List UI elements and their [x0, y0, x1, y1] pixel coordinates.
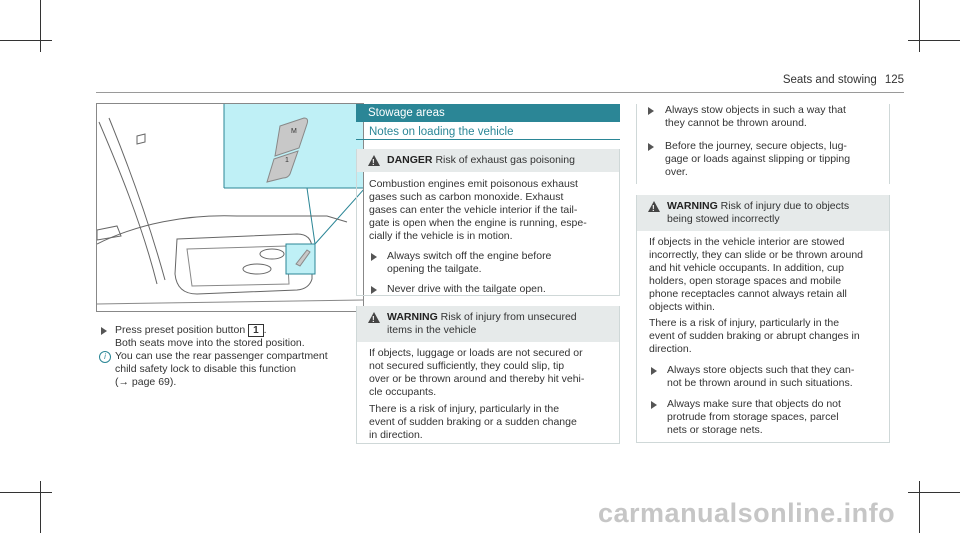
step-arrow-icon — [648, 107, 654, 115]
danger-header: ! DANGER Risk of exhaust gas poisoning — [357, 149, 619, 172]
subsection-rule — [356, 139, 620, 140]
preset-button-label: 1 — [285, 157, 289, 164]
danger-step: Never drive with the tailgate open. — [369, 283, 609, 296]
step-arrow-icon — [651, 367, 657, 375]
crop-mark — [908, 40, 960, 41]
warning-triangle-icon — [368, 312, 380, 323]
danger-body: Combustion engines emit poisonous exhaust gases such as carbon monoxide. Exhaust gases can enter the vehicle interior if the tail- gate is open when the engine is running, espe- cially if the vehicle is in motion. Always switch off the engine before opening the tailgate. Never drive with the tailgate open. — [357, 172, 619, 296]
left-column-text — [96, 324, 364, 389]
header-rule — [96, 92, 904, 93]
warning-header: ! WARNING Risk of injury due to objects being stowed incorrectly — [637, 195, 889, 231]
info-icon: i — [99, 351, 111, 363]
crop-mark — [0, 40, 52, 41]
step-arrow-icon — [648, 143, 654, 151]
section-title: Stowage areas — [356, 104, 620, 122]
danger-step: Always switch off the engine before opening the tailgate. — [369, 250, 609, 276]
warning-body: If objects in the vehicle interior are stowed incorrectly, they can slide or be thrown around and hit vehicle occupants. In addition, cup holders, open storage spaces and mobile phone receptacles cannot always retain all objects within. There is a risk of injury, particularly in the event of sudden braking or abrupt changes in direction. Always store objects such that they can- not be thrown around in such situations. Always make sure that objects do not protrude from storage spaces, parcel nets or storage nets. — [637, 231, 889, 437]
step: Always stow objects in such a way that they cannot be thrown around. — [636, 104, 890, 130]
step-arrow-icon — [651, 401, 657, 409]
preset-button-symbol: 1 — [248, 324, 264, 337]
danger-panel — [356, 149, 620, 296]
note-text: You can use the rear passenger compartment child safety lock to disable this function (→ page 69). — [96, 350, 364, 389]
warning-panel-unsecured — [356, 306, 620, 444]
warning-step: Always make sure that objects do not protrude from storage spaces, parcel nets or storage nets. — [649, 398, 881, 437]
warning-triangle-icon — [648, 201, 660, 212]
memory-button-label: M — [291, 128, 297, 135]
crop-mark — [0, 492, 52, 493]
right-top-steps — [636, 104, 890, 179]
running-header — [783, 74, 904, 86]
step-result: Both seats move into the stored position. — [115, 337, 305, 349]
crop-mark — [40, 0, 41, 52]
step: Before the journey, secure objects, lug- gage or loads against slipping or tipping over. — [636, 140, 890, 179]
section-name: Seats and stowing — [782, 74, 877, 86]
step-arrow-icon — [101, 327, 107, 335]
door-illustration — [97, 104, 364, 312]
warning-panel-stowed — [636, 195, 890, 443]
door-panel-figure — [96, 103, 364, 312]
warning-body: If objects, luggage or loads are not secured or not secured sufficiently, they could slip, tip over or be thrown around and thereby hit vehi- cle occupants. There is a risk of injury, particularly in the event of sudden braking or a sudden change in direction. — [369, 347, 585, 441]
subsection-title: Notes on loading the vehicle — [369, 126, 514, 138]
warning-header: ! WARNING Risk of injury from unsecured items in the vehicle — [357, 306, 619, 342]
page-number: 125 — [884, 74, 904, 86]
step-arrow-icon — [371, 253, 377, 261]
step-arrow-icon — [371, 286, 377, 294]
warning-step: Always store objects such that they can- not be thrown around in such situations. — [649, 364, 881, 390]
step-instruction: Press preset position button 1 . — [115, 324, 267, 336]
watermark: carmanualsonline.info — [598, 498, 896, 528]
page-reference-link[interactable]: (→ page 69). — [115, 376, 177, 388]
crop-mark — [908, 492, 960, 493]
crop-mark — [919, 481, 920, 533]
crop-mark — [919, 0, 920, 52]
crop-mark — [40, 481, 41, 533]
warning-triangle-icon — [368, 155, 380, 166]
